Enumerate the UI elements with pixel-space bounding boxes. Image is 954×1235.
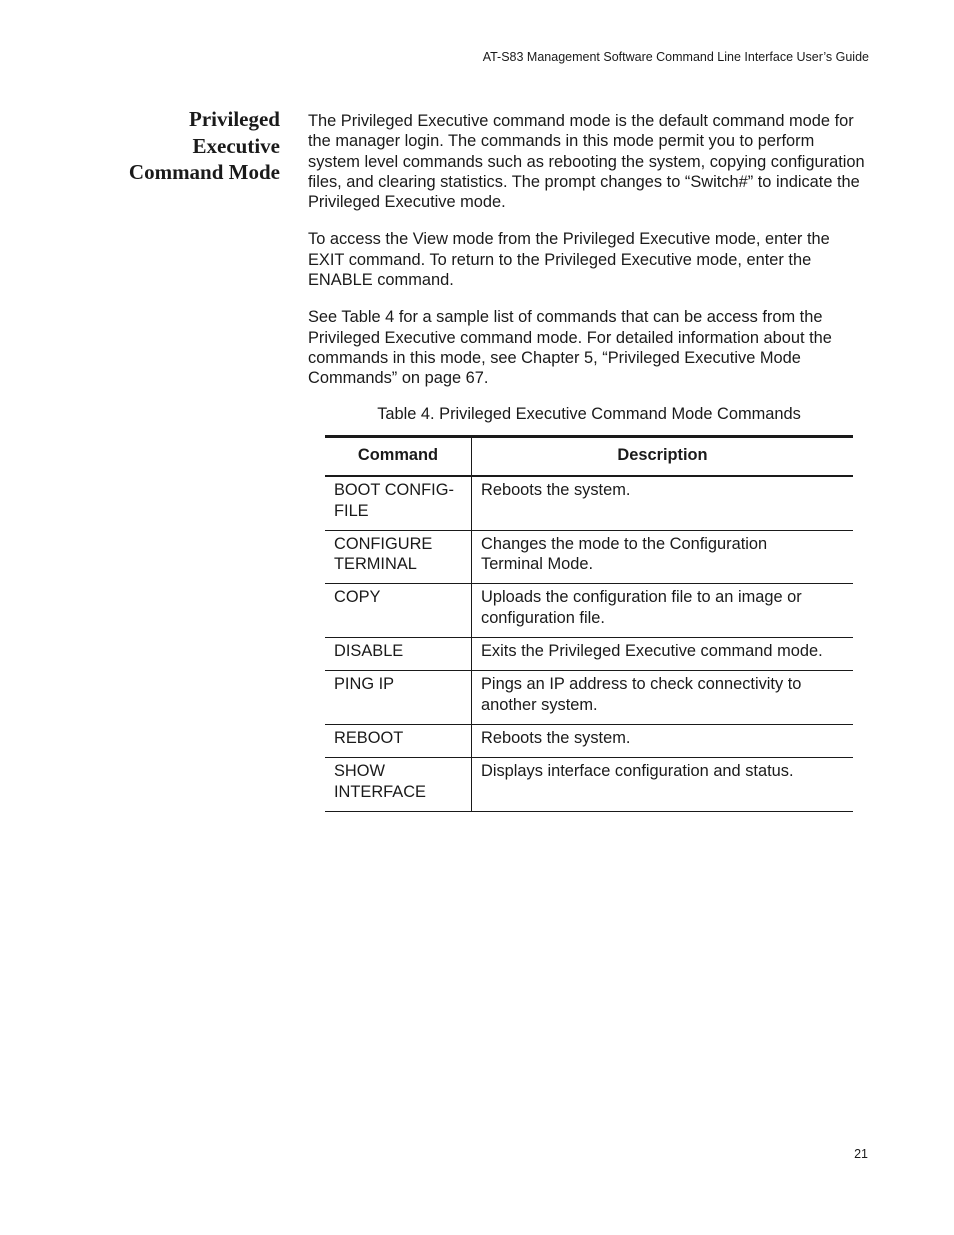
table-caption: Table 4. Privileged Executive Command Mode Commands (377, 405, 801, 423)
description-cell: Exits the Privileged Executive command mode. (472, 638, 854, 671)
section-body (308, 111, 868, 406)
body-paragraph: The Privileged Executive command mode is the default command mode for the manager login. The commands in this mode permit you to perform system level commands such as rebooting the system, copying configuration files, and clearing statistics. The prompt changes to “Switch#” to indicate the Privileged Executive mode. (308, 112, 865, 212)
description-cell: Reboots the system. (472, 724, 854, 757)
running-header: AT-S83 Management Software Command Line Interface User’s Guide (482, 50, 869, 64)
command-cell: SHOW INTERFACE (325, 758, 472, 812)
description-cell: Pings an IP address to check connectivity to another system. (472, 671, 854, 725)
column-header-description: Description (472, 437, 854, 477)
table-row (325, 758, 853, 812)
description-cell: Reboots the system. (472, 476, 854, 530)
table-body (325, 476, 853, 811)
section-heading-line: Command Mode (128, 160, 280, 184)
column-header-command: Command (325, 437, 472, 477)
section-heading-line: Executive (192, 133, 280, 158)
command-cell: CONFIGURE TERMINAL (325, 530, 472, 584)
body-paragraph: To access the View mode from the Privileged Executive mode, enter the EXIT command. To return to the Privileged Executive mode, enter the ENABLE command. (308, 230, 830, 290)
section-heading-line: Privileged (189, 107, 280, 131)
table-row (325, 530, 853, 584)
command-cell: BOOT CONFIG- FILE (325, 476, 472, 530)
table-row (325, 671, 853, 725)
command-cell: DISABLE (325, 638, 472, 671)
description-cell: Displays interface configuration and status. (472, 758, 854, 812)
body-paragraph: See Table 4 for a sample list of commands that can be access from the Privileged Executive command mode. For detailed information about the commands in this mode, see Chapter 5, “Privileged Executive Mode Commands” on page 67. (308, 308, 832, 388)
description-cell: Uploads the configuration file to an image or configuration file. (472, 584, 854, 638)
commands-table (325, 435, 853, 812)
table-row (325, 638, 853, 671)
command-cell: COPY (325, 584, 472, 638)
table-header-row (325, 437, 853, 477)
table-row (325, 476, 853, 530)
description-cell: Changes the mode to the Configuration Terminal Mode. (472, 530, 854, 584)
section-heading (80, 106, 280, 186)
command-cell: REBOOT (325, 724, 472, 757)
command-cell: PING IP (325, 671, 472, 725)
table-row (325, 584, 853, 638)
page-number: 21 (854, 1147, 868, 1161)
table-row (325, 724, 853, 757)
